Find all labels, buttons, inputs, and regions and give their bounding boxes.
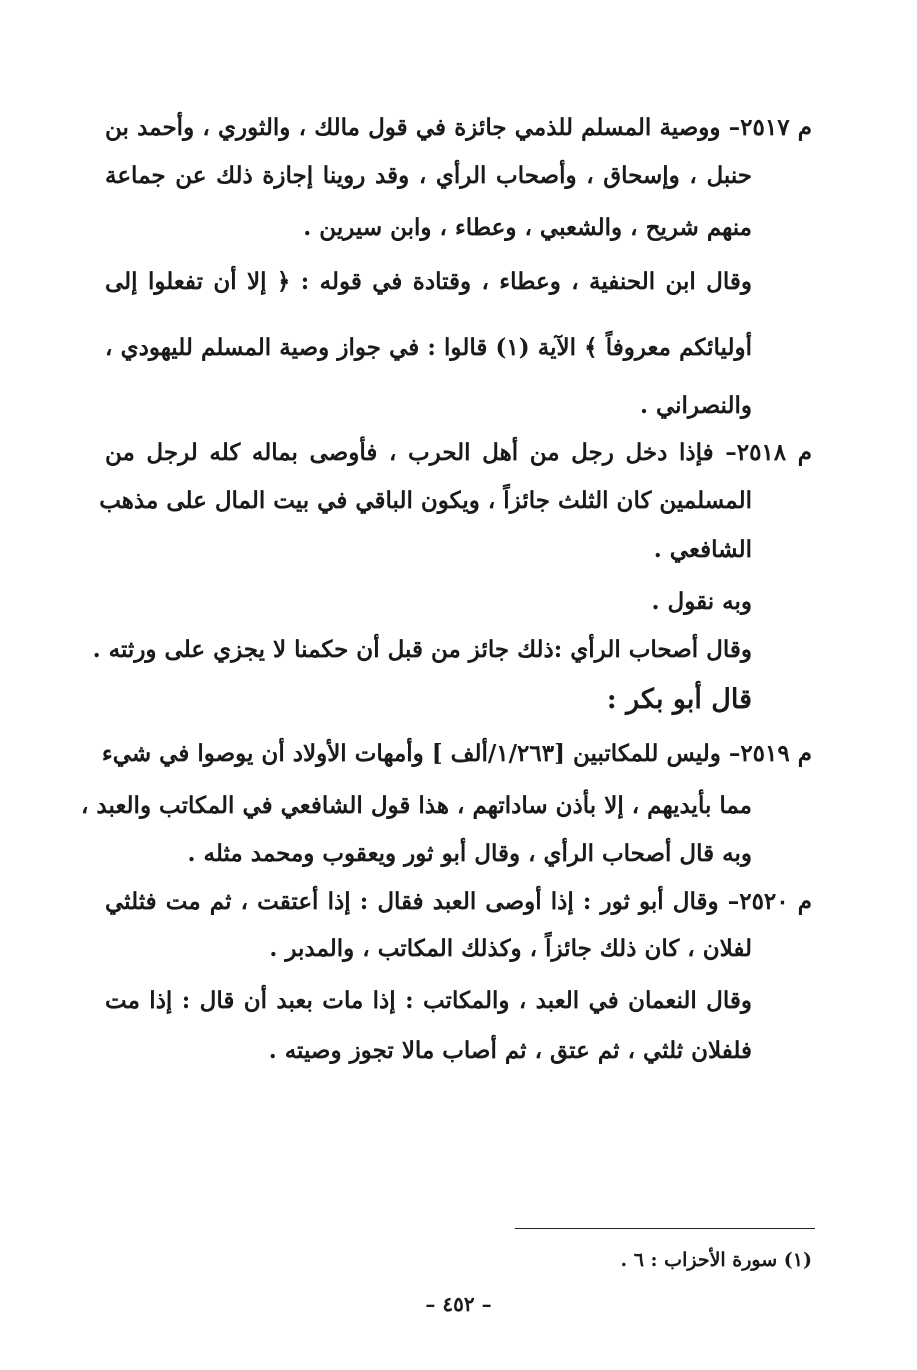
text-line: م ٢٥١٩– وليس للمكاتبين [١/٢٦٣/ألف ] وأمهات الأولاد أن يوصوا في شيء <box>101 740 812 767</box>
footnote: (١) سورة الأحزاب : ٦ . <box>620 1249 812 1271</box>
text-line: منهم شريح ، والشعبي ، وعطاء ، وابن سيرين . <box>303 214 752 241</box>
text-line: م ٢٥٢٠– وقال أبو ثور : إذا أوصى العبد فقال : إذا أعتقت ، ثم مت فثلثي <box>105 888 812 915</box>
text-line: وبه نقول . <box>651 588 752 615</box>
text-line: والنصراني . <box>639 392 752 419</box>
text-line: أوليائكم معروفاً ﴾ الآية (١) قالوا : في جواز وصية المسلم لليهودي ، <box>105 334 752 361</box>
text-line: م ٢٥١٧– ووصية المسلم للذمي جائزة في قول مالك ، والثوري ، وأحمد بن <box>105 114 813 141</box>
text-line: المسلمين كان الثلث جائزاً ، ويكون الباقي في بيت المال على مذهب <box>99 487 752 514</box>
text-line: م ٢٥١٨– فإذا دخل رجل من أهل الحرب ، فأوصى بماله كله لرجل من <box>105 439 812 466</box>
page-number: – ٤٥٢ – <box>425 1292 492 1316</box>
text-line: مما بأيديهم ، إلا بأذن ساداتهم ، هذا قول الشافعي في المكاتب والعبد ، <box>81 792 752 819</box>
text-line: وبه قال أصحاب الرأي ، وقال أبو ثور ويعقوب ومحمد مثله . <box>187 840 752 867</box>
section-heading: قال أبو بكر : <box>606 684 752 715</box>
text-line: لفلان ، كان ذلك جائزاً ، وكذلك المكاتب ، والمدبر . <box>269 935 752 962</box>
text-line: وقال أصحاب الرأي :ذلك جائز من قبل أن حكمنا لا يجزي على ورثته . <box>92 636 752 663</box>
text-line: وقال ابن الحنفية ، وعطاء ، وقتادة في قوله : ﴿ إلا أن تفعلوا إلى <box>105 268 752 295</box>
text-line: فلفلان ثلثي ، ثم عتق ، ثم أصاب مالا تجوز وصيته . <box>268 1037 752 1064</box>
text-line: الشافعي . <box>653 536 752 563</box>
text-line: حنبل ، وإسحاق ، وأصحاب الرأي ، وقد روينا إجازة ذلك عن جماعة <box>105 162 752 189</box>
footnote-divider <box>515 1228 815 1229</box>
text-line: وقال النعمان في العبد ، والمكاتب : إذا مات بعبد أن قال : إذا مت <box>105 987 752 1014</box>
